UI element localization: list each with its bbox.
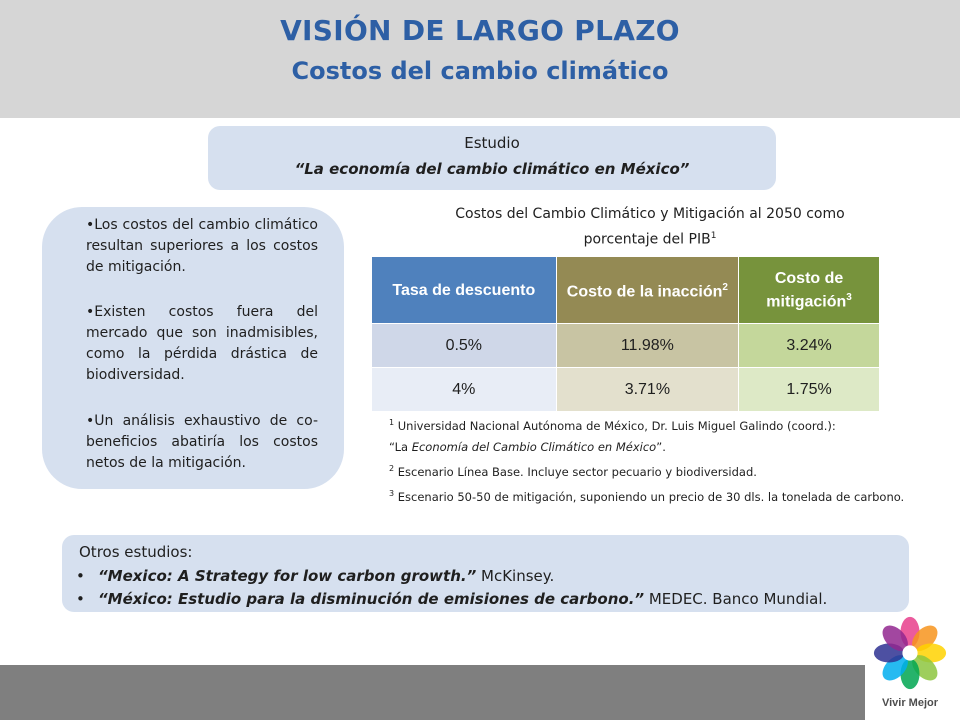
footnote-1-quote-open: “La [389,439,412,454]
key-point-3: •Un análisis exhaustivo de co-beneficios abatiría los costos netos de la mitigación. [86,413,318,471]
other-studies-title: Otros estudios: [79,543,193,561]
table-caption [420,203,880,251]
other-studies-box [62,535,909,612]
footnote-3-number: 3 [389,488,395,498]
header-discount-rate [372,257,557,324]
bullet-marker: • [76,590,85,608]
study-name: “La economía del cambio climático en México” [294,160,690,178]
header-mitigation-cost-label: Costo de mitigación [766,269,847,311]
page-title: VISIÓN DE LARGO PLAZO [280,14,680,47]
other-study-title: “Mexico: A Strategy for low carbon growth.” [98,567,477,585]
table-caption-line-1: Costos del Cambio Climático y Mitigación al 2050 como [455,206,845,222]
header-discount-rate-label: Tasa de descuento [392,281,536,299]
bullet-marker: • [76,567,85,585]
table-cell-discount-rate: 0.5% [372,324,557,368]
footnote-3-text: Escenario 50-50 de mitigación, suponiendo un precio de 30 dls. la tonelada de carbono. [394,489,905,504]
other-study-source: McKinsey. [476,567,555,585]
table-row [372,368,880,412]
footnote-1-number: 1 [389,418,395,427]
table-caption-line-2: porcentaje del PIB [583,231,711,248]
table-caption-footnote-ref: 1 [710,231,717,241]
header-inaction-cost-footnote-ref: 2 [722,282,728,294]
table-cell-mitigation-cost: 3.24% [739,324,880,368]
study-box [208,126,776,190]
footnote-1-continued [389,437,907,458]
footnote-1-work-title: Economía del Cambio Climático en México [411,439,657,454]
footnote-1-quote-close: ”. [656,439,666,454]
footer-bar [0,665,865,720]
logo-center [902,645,917,660]
footnote-3 [389,483,907,508]
other-study-title: “México: Estudio para la disminución de emisiones de carbono.” [98,590,645,608]
footnotes [389,412,907,507]
footnote-2 [389,458,907,483]
table-cell-inaction-cost: 3.71% [556,368,739,412]
footnote-1 [389,412,907,437]
table-cell-inaction-cost: 11.98% [556,324,739,368]
header-banner [0,0,960,118]
other-study-source: MEDEC. Banco Mundial. [644,590,828,608]
header-mitigation-cost-footnote-ref: 3 [846,291,852,303]
other-study-item [76,590,827,608]
study-label: Estudio [464,134,520,152]
flower-logo-icon [872,615,948,691]
header-mitigation-cost [739,257,880,324]
costs-table [371,256,880,412]
table-header-row [372,257,880,324]
footnote-2-text: Escenario Línea Base. Incluye sector pecuario y biodiversidad. [394,464,757,479]
table-row [372,324,880,368]
key-points-box [42,207,344,489]
table-cell-mitigation-cost: 1.75% [739,368,880,412]
page-subtitle: Costos del cambio climático [291,57,669,85]
footnote-2-number: 2 [389,463,395,473]
header-inaction-cost [556,257,739,324]
header-inaction-cost-label: Costo de la inacción [566,283,723,301]
key-point-1: •Los costos del cambio climático resultan superiores a los costos de mitigación. [86,217,318,275]
key-point-2: •Existen costos fuera del mercado que son inadmisibles, como la pérdida drástica de biodiversidad. [86,304,318,383]
footnote-1-text: Universidad Nacional Autónoma de México, Dr. Luis Miguel Galindo (coord.): [394,418,836,433]
other-study-item [76,567,554,585]
logo-text: Vivir Mejor [881,697,939,709]
table-cell-discount-rate: 4% [372,368,557,412]
